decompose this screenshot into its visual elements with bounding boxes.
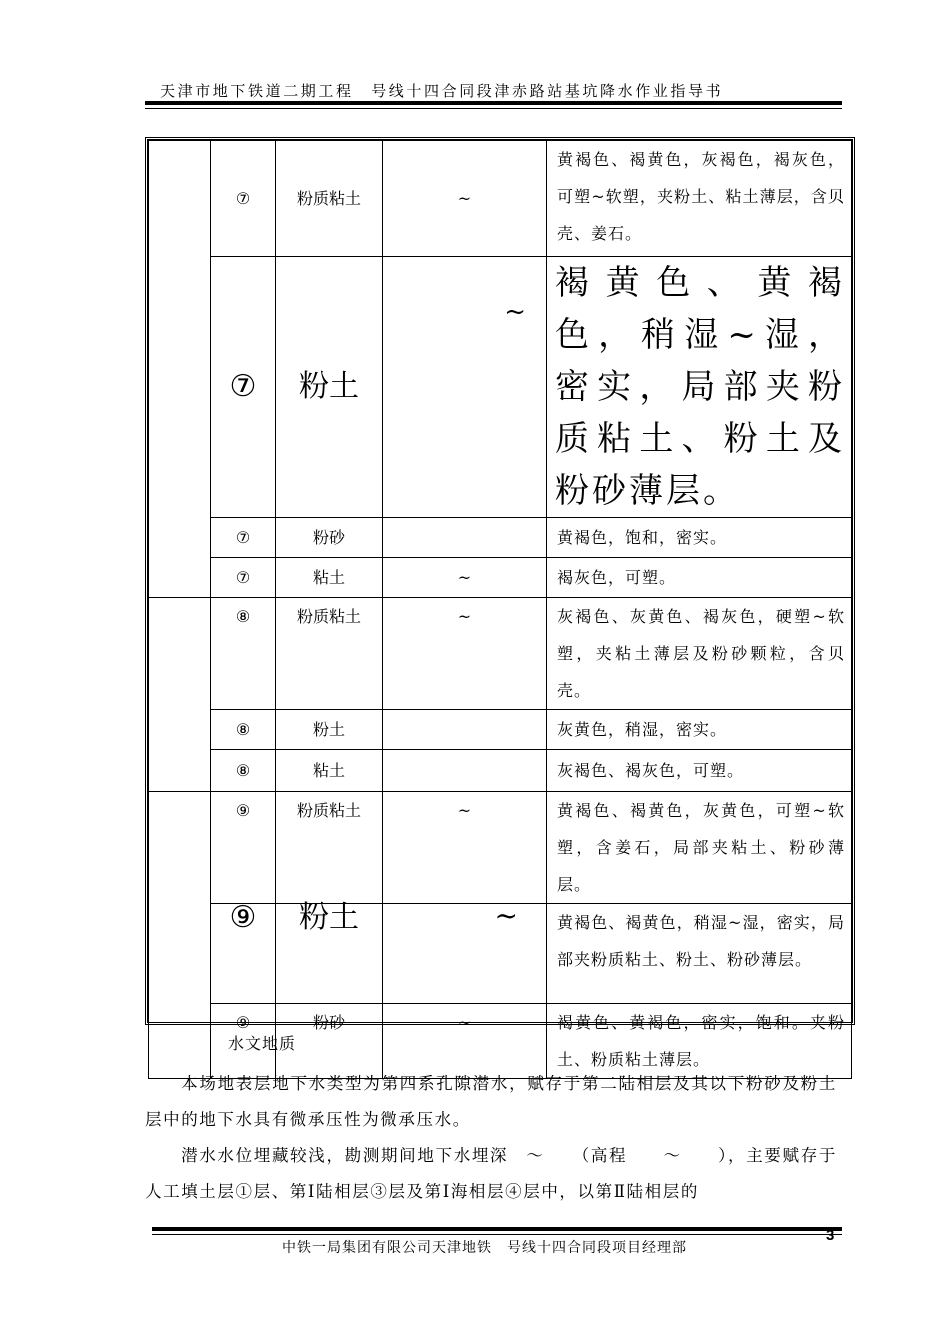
layer-number: ⑨ — [211, 904, 276, 1004]
layer-number: ⑦ — [211, 257, 276, 518]
depth-range — [383, 750, 547, 792]
footer-thin-rule — [152, 1234, 842, 1235]
soil-description: 灰褐色、褐灰色，可塑。 — [547, 750, 852, 792]
layer-number: ⑧ — [211, 750, 276, 792]
table-row — [149, 598, 852, 710]
layer-group-cell — [149, 141, 211, 598]
soil-description: 黄褐色，饱和，密实。 — [547, 518, 852, 558]
paragraph-text: 潜水水位埋藏较浅，勘测期间地下水埋深 ～ （高程 ～ ），主要赋存于人工填土层①层、第Ⅰ陆相层③层及第Ⅰ海相层④层中，以第Ⅱ陆相层的 — [145, 1146, 837, 1201]
layer-number: ⑨ — [211, 1004, 276, 1079]
layer-number: ⑧ — [211, 598, 276, 710]
depth-range: ~ — [383, 257, 547, 518]
table-row — [149, 141, 852, 257]
depth-range: ~ — [383, 598, 547, 710]
soil-name: 粘土 — [276, 750, 383, 792]
soil-name: 粉质粘土 — [276, 598, 383, 710]
soil-description: 灰褐色、灰黄色、褐灰色，硬塑~软塑，夹粘土薄层及粉砂颗粒，含贝壳。 — [547, 598, 852, 710]
soil-name: 粘土 — [276, 558, 383, 598]
soil-description: 灰黄色，稍湿，密实。 — [547, 710, 852, 750]
paragraph-text: 本场地表层地下水类型为第四系孔隙潜水，赋存于第二陆相层及其以下粉砂及粉土层中的地下水具有微承压性为微承压水。 — [145, 1074, 837, 1129]
layer-number: ⑧ — [211, 710, 276, 750]
soil-name: 粉土 — [276, 257, 383, 518]
depth-range: ~ — [383, 904, 547, 1004]
footer-thick-rule — [152, 1227, 842, 1231]
table-row — [149, 558, 852, 598]
soil-description: 褐黄色、黄褐色，密实，饱和。夹粉土、粉质粘土薄层。 — [547, 1004, 852, 1079]
soil-description: 褐灰色，可塑。 — [547, 558, 852, 598]
table-row — [149, 518, 852, 558]
layer-number: ⑦ — [211, 141, 276, 257]
soil-description: 黄褐色、褐黄色，灰褐色，褐灰色，可塑~软塑，夹粉土、粘土薄层，含贝壳、姜石。 — [547, 141, 852, 257]
document-header-title: 天津市地下铁道二期工程 号线十四合同段津赤路站基坑降水作业指导书 — [160, 82, 724, 100]
layer-group-cell — [149, 792, 211, 1079]
table-row — [149, 792, 852, 904]
paragraph — [145, 1138, 837, 1210]
soil-name: 粉质粘土 — [276, 141, 383, 257]
soil-name: 粉质粘土 — [276, 792, 383, 904]
depth-range — [383, 710, 547, 750]
layer-number: ⑨ — [211, 792, 276, 904]
depth-range: ~ — [383, 1004, 547, 1079]
depth-range: ~ — [383, 792, 547, 904]
table-row — [149, 257, 852, 518]
soil-description: 黄褐色、褐黄色，灰黄色，可塑~软塑，含姜石，局部夹粘土、粉砂薄层。 — [547, 792, 852, 904]
layer-group-cell — [149, 598, 211, 792]
table-row — [149, 710, 852, 750]
soil-name: 粉土 — [276, 904, 383, 1004]
page-number: 3 — [826, 1227, 835, 1244]
depth-range — [383, 518, 547, 558]
layer-number: ⑦ — [211, 518, 276, 558]
header-thin-rule — [145, 108, 842, 109]
layer-number: ⑦ — [211, 558, 276, 598]
footer-company: 中铁一局集团有限公司天津地铁 号线十四合同段项目经理部 — [282, 1240, 687, 1256]
soil-description: 黄褐色、褐黄色，稍湿~湿，密实，局部夹粉质粘土、粉土、粉砂薄层。 — [547, 904, 852, 1004]
header-thick-rule — [145, 101, 842, 105]
soil-name: 粉砂 — [276, 1004, 383, 1079]
soil-name: 粉土 — [276, 710, 383, 750]
table-row — [149, 904, 852, 1004]
soil-name: 粉砂 — [276, 518, 383, 558]
section-heading: 水文地质 — [228, 1034, 297, 1053]
depth-range: ~ — [383, 141, 547, 257]
depth-range: ~ — [383, 558, 547, 598]
table-row — [149, 750, 852, 792]
soil-description: 褐黄色、黄褐色，稍湿~湿，密实，局部夹粉质粘土、粉土及粉砂薄层。 — [547, 257, 852, 518]
paragraph — [145, 1066, 837, 1138]
